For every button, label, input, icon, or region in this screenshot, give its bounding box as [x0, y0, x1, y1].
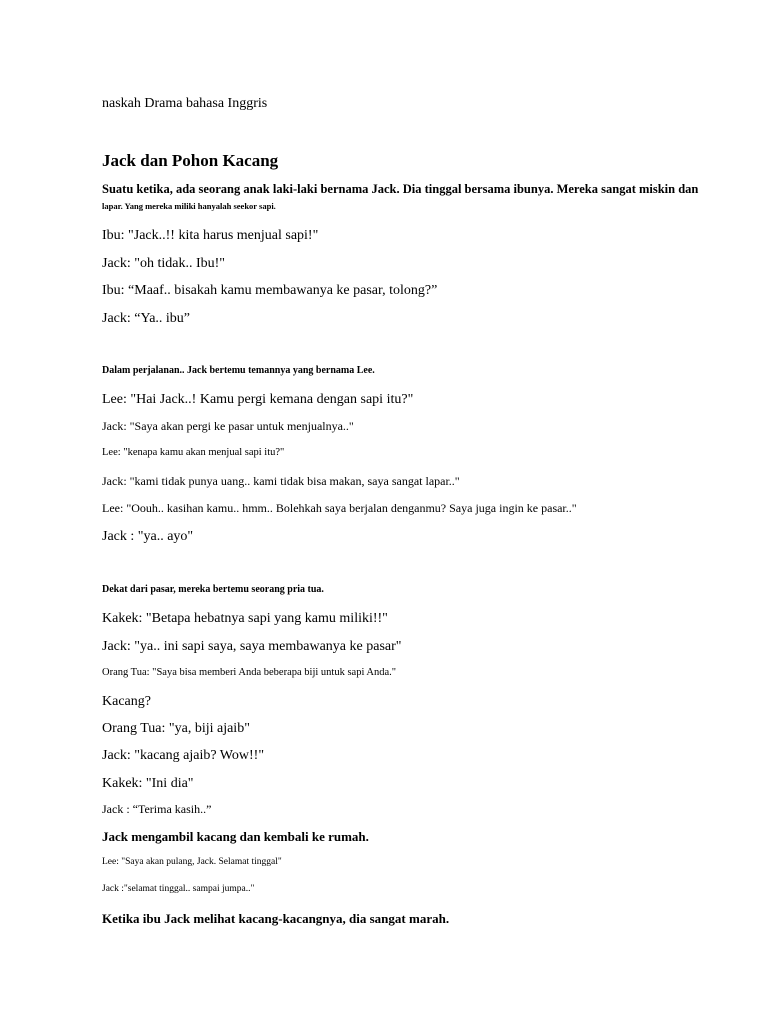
narration-line: Dalam perjalanan.. Jack bertemu temannya yang bernama Lee.: [102, 365, 375, 376]
narration-line: Jack mengambil kacang dan kembali ke rumah.: [102, 829, 369, 844]
dialogue-line: Jack: "kacang ajaib? Wow!!": [102, 748, 265, 763]
dialogue-line: Ibu: “Maaf.. bisakah kamu membawanya ke pasar, tolong?”: [102, 283, 438, 298]
narration-line: Dekat dari pasar, mereka bertemu seorang pria tua.: [102, 584, 324, 595]
narration-line: Ketika ibu Jack melihat kacang-kacangnya, dia sangat marah.: [102, 911, 450, 926]
dialogue-line: Jack: "ya.. ini sapi saya, saya membawanya ke pasar": [102, 639, 402, 654]
dialogue-line: Lee: "kenapa kamu akan menjual sapi itu?": [102, 447, 285, 458]
dialogue-line: Kakek: "Betapa hebatnya sapi yang kamu miliki!!": [102, 611, 388, 626]
dialogue-line: Jack : “Terima kasih..”: [102, 802, 212, 816]
dialogue-line: Lee: "Saya akan pulang, Jack. Selamat tinggal": [102, 857, 282, 867]
intro-line-1: Suatu ketika, ada seorang anak laki-laki bernama Jack. Dia tinggal bersama ibunya. Mereka sangat miskin dan: [102, 182, 699, 196]
story-title: Jack dan Pohon Kacang: [102, 151, 279, 170]
dialogue-line: Kacang?: [102, 694, 151, 709]
dialogue-line: Lee: "Hai Jack..! Kamu pergi kemana dengan sapi itu?": [102, 392, 414, 407]
dialogue-line: Kakek: "Ini dia": [102, 776, 194, 791]
dialogue-line: Jack : "ya.. ayo": [102, 529, 194, 544]
dialogue-line: Orang Tua: "ya, biji ajaib": [102, 721, 250, 736]
dialogue-line: Jack: “Ya.. ibu”: [102, 311, 191, 326]
dialogue-line: Lee: "Oouh.. kasihan kamu.. hmm.. Bolehkah saya berjalan denganmu? Saya juga ingin ke pasar..": [102, 501, 577, 515]
dialogue-line: Jack :"selamat tinggal.. sampai jumpa..": [102, 884, 255, 894]
document-subtitle: naskah Drama bahasa Inggris: [102, 96, 268, 111]
dialogue-line: Jack: "oh tidak.. Ibu!": [102, 256, 226, 271]
dialogue-line: Jack: "kami tidak punya uang.. kami tidak bisa makan, saya sangat lapar..": [102, 474, 460, 488]
intro-line-2: lapar. Yang mereka miliki hanyalah seekor sapi.: [102, 201, 276, 211]
dialogue-line: Jack: "Saya akan pergi ke pasar untuk menjualnya..": [102, 419, 354, 433]
dialogue-line: Ibu: "Jack..!! kita harus menjual sapi!": [102, 228, 319, 243]
dialogue-line: Orang Tua: "Saya bisa memberi Anda beberapa biji untuk sapi Anda.": [102, 667, 397, 678]
